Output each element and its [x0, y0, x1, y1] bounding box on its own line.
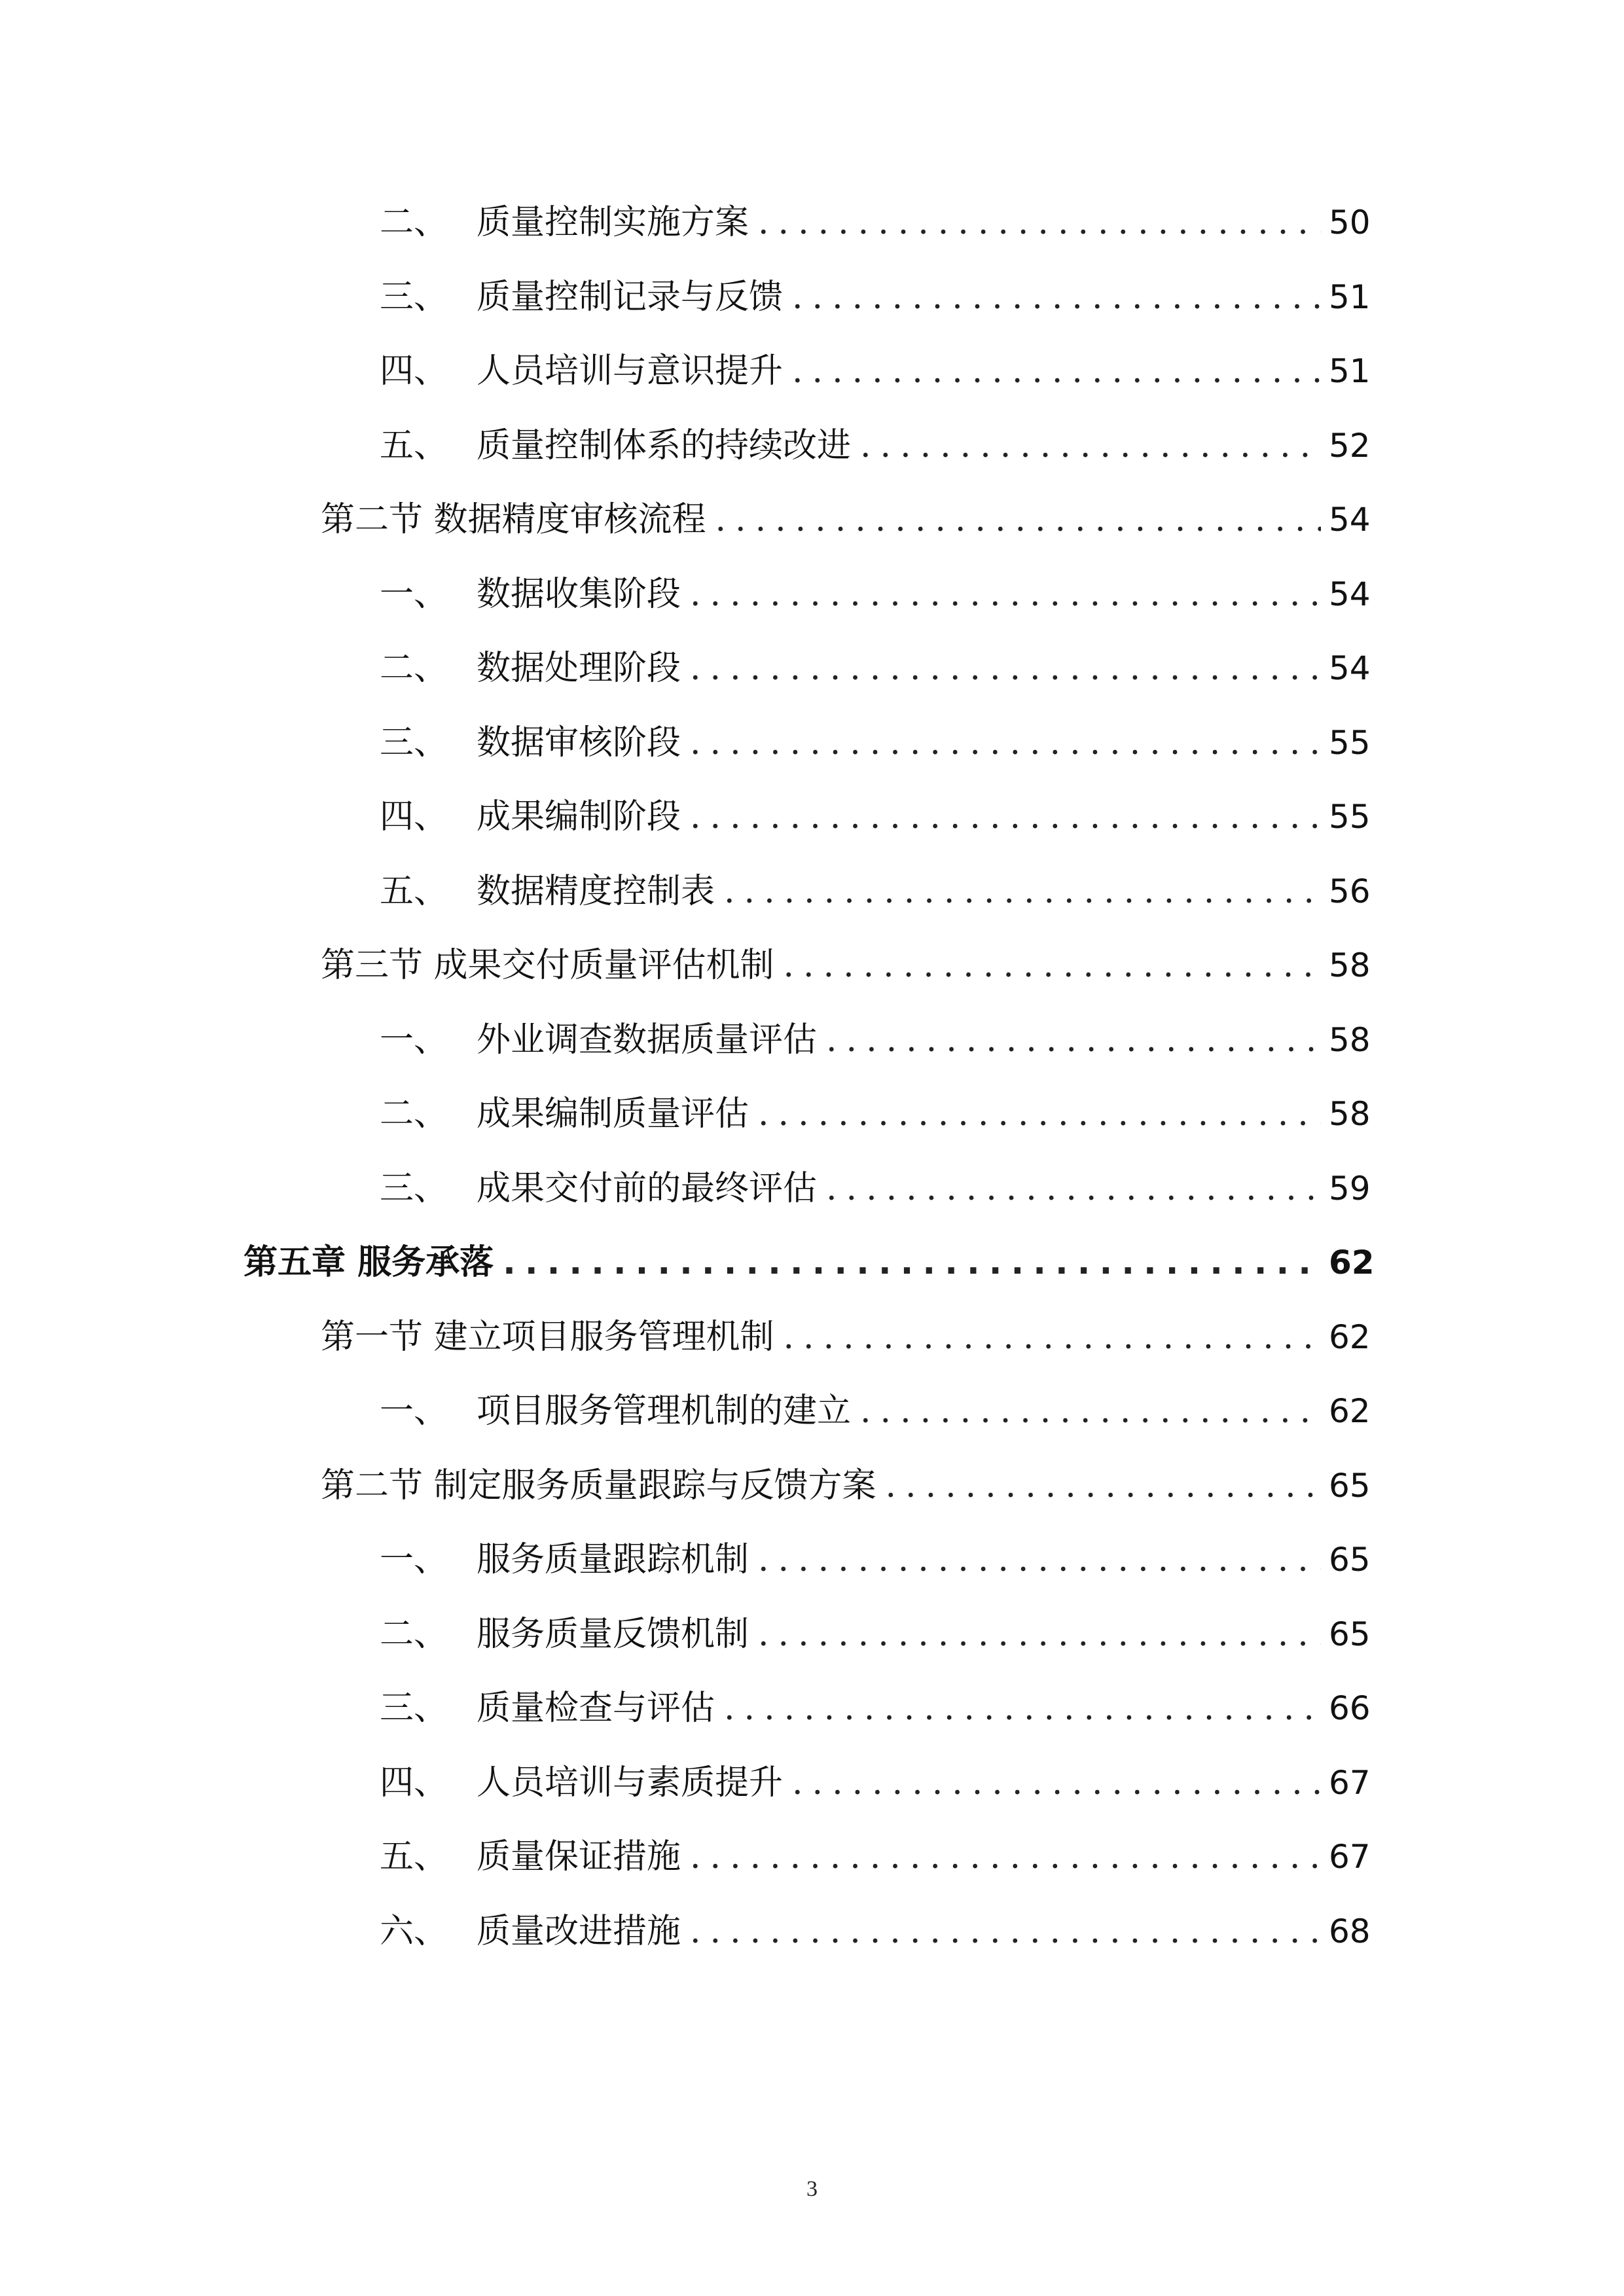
- toc-entry-page: 68: [1329, 1912, 1371, 1950]
- toc-entry[interactable]: [380, 1608, 1369, 1660]
- toc-entry[interactable]: [380, 1831, 1369, 1883]
- toc-entry-page: 62: [1329, 1244, 1375, 1282]
- toc-entry-page: 51: [1329, 278, 1371, 316]
- toc-entry-title: 质量控制记录与反馈: [477, 277, 784, 317]
- toc-entry-page: 54: [1329, 501, 1371, 539]
- toc-entry-title: 人员培训与素质提升: [477, 1763, 784, 1803]
- toc-entry-page: 55: [1329, 723, 1371, 762]
- toc-entry-page: 66: [1329, 1689, 1371, 1727]
- toc-entry[interactable]: [380, 271, 1369, 323]
- toc-entry[interactable]: [321, 939, 1369, 992]
- toc-leader-dots: [690, 791, 1321, 843]
- toc-entry-number: 五、: [380, 425, 448, 465]
- toc-entry-number: 一、: [380, 1391, 448, 1431]
- toc-entry-number: 一、: [380, 1020, 448, 1060]
- toc-entry-number: 四、: [380, 351, 448, 391]
- toc-leader-dots: [690, 1831, 1321, 1883]
- toc-entry[interactable]: [380, 1534, 1369, 1586]
- toc-entry-title: 第二节 数据精度审核流程: [321, 500, 706, 539]
- toc-leader-dots: [792, 345, 1321, 397]
- toc-entry-page: 67: [1329, 1763, 1371, 1802]
- toc-entry-title: 服务质量反馈机制: [477, 1614, 749, 1654]
- toc-entry[interactable]: [380, 1757, 1369, 1809]
- toc-entry-title: 数据收集阶段: [477, 574, 681, 614]
- toc-entry-page: 62: [1329, 1318, 1371, 1356]
- toc-entry-title: 第五章 服务承落: [244, 1243, 494, 1282]
- toc-entry-number: 一、: [380, 1540, 448, 1579]
- toc-entry-title: 成果编制质量评估: [477, 1094, 749, 1134]
- toc-entry-page: 51: [1329, 352, 1371, 390]
- toc-entry[interactable]: [380, 1385, 1369, 1437]
- toc-leader-dots: [826, 1014, 1321, 1066]
- toc-leader-dots: [690, 1905, 1321, 1958]
- toc-entry-page: 58: [1329, 1095, 1371, 1133]
- toc-leader-dots: [724, 865, 1321, 918]
- toc-entry[interactable]: [380, 865, 1369, 918]
- toc-entry-number: 二、: [380, 203, 448, 242]
- toc-leader-dots: [690, 642, 1321, 694]
- toc-entry-number: 三、: [380, 723, 448, 762]
- toc-entry[interactable]: [321, 1311, 1369, 1363]
- toc-entry[interactable]: [380, 642, 1369, 694]
- toc-entry-title: 成果交付前的最终评估: [477, 1168, 818, 1208]
- toc-leader-dots: [886, 1460, 1321, 1512]
- toc-entry-title: 质量控制实施方案: [477, 203, 749, 242]
- toc-entry-page: 56: [1329, 872, 1371, 910]
- toc-entry[interactable]: [380, 1088, 1369, 1140]
- toc-entry[interactable]: [380, 717, 1369, 769]
- toc-leader-dots: [860, 420, 1321, 472]
- toc-entry-number: 一、: [380, 574, 448, 614]
- toc-leader-dots: [792, 1757, 1321, 1809]
- toc-entry-title: 质量保证措施: [477, 1837, 681, 1876]
- toc-entry-number: 二、: [380, 1094, 448, 1134]
- toc-leader-dots: [758, 1608, 1321, 1660]
- toc-entry-number: 五、: [380, 1837, 448, 1876]
- toc-entry-title: 外业调查数据质量评估: [477, 1020, 818, 1060]
- toc-entry[interactable]: [321, 1460, 1369, 1512]
- toc-entry-page: 59: [1329, 1169, 1371, 1208]
- toc-entry-number: 四、: [380, 797, 448, 836]
- toc-entry-page: 67: [1329, 1838, 1371, 1876]
- toc-leader-dots: [784, 1311, 1321, 1363]
- toc-entry-title: 服务质量跟踪机制: [477, 1540, 749, 1579]
- toc-entry-title: 数据处理阶段: [477, 649, 681, 688]
- toc-entry-page: 54: [1329, 575, 1371, 613]
- toc-entry-number: 四、: [380, 1763, 448, 1803]
- toc-entry-page: 65: [1329, 1541, 1371, 1579]
- toc-entry-title: 质量控制体系的持续改进: [477, 425, 852, 465]
- toc-leader-dots: [860, 1385, 1321, 1437]
- toc-entry-title: 成果编制阶段: [477, 797, 681, 836]
- toc-leader-dots: [503, 1236, 1321, 1289]
- toc-entry[interactable]: [380, 420, 1369, 472]
- toc-entry-number: 二、: [380, 649, 448, 688]
- toc-leader-dots: [690, 717, 1321, 769]
- toc-entry-title: 质量改进措施: [477, 1911, 681, 1951]
- toc-entry-page: 58: [1329, 1020, 1371, 1059]
- toc-entry-page: 65: [1329, 1615, 1371, 1653]
- toc-entry-page: 58: [1329, 946, 1371, 984]
- toc-entry[interactable]: [380, 1682, 1369, 1734]
- toc-entry[interactable]: [380, 196, 1369, 249]
- toc-entry-page: 52: [1329, 426, 1371, 465]
- toc-entry-number: 三、: [380, 1689, 448, 1728]
- toc-entry-number: 二、: [380, 1614, 448, 1654]
- page-number: 3: [806, 2177, 818, 2201]
- toc-entry-title: 人员培训与意识提升: [477, 351, 784, 391]
- toc-leader-dots: [792, 271, 1321, 323]
- toc-leader-dots: [758, 1534, 1321, 1586]
- toc-leader-dots: [724, 1682, 1321, 1734]
- toc-entry-number: 五、: [380, 871, 448, 911]
- toc-entry-page: 50: [1329, 204, 1371, 242]
- toc-entry[interactable]: [380, 568, 1369, 620]
- toc-entry-title: 项目服务管理机制的建立: [477, 1391, 852, 1431]
- toc-entry-title: 数据审核阶段: [477, 723, 681, 762]
- toc-entry[interactable]: [244, 1236, 1375, 1289]
- toc-entry-page: 65: [1329, 1466, 1371, 1505]
- toc-entry-page: 55: [1329, 798, 1371, 836]
- toc-leader-dots: [826, 1162, 1321, 1215]
- toc-entry[interactable]: [380, 791, 1369, 843]
- toc-entry-title: 数据精度控制表: [477, 871, 715, 911]
- toc-entry-number: 三、: [380, 1168, 448, 1208]
- toc-entry[interactable]: [380, 1905, 1369, 1958]
- toc-leader-dots: [690, 568, 1321, 620]
- toc-leader-dots: [758, 1088, 1321, 1140]
- toc-entry[interactable]: [321, 493, 1369, 546]
- toc-entry[interactable]: [380, 345, 1369, 397]
- toc-entry-page: 62: [1329, 1392, 1371, 1430]
- toc-leader-dots: [758, 196, 1321, 249]
- toc-entry-title: 第三节 成果交付质量评估机制: [321, 946, 774, 985]
- toc-entry[interactable]: [380, 1162, 1369, 1215]
- toc-entry-number: 六、: [380, 1911, 448, 1951]
- toc-entry-title: 第二节 制定服务质量跟踪与反馈方案: [321, 1465, 876, 1505]
- toc-entry-title: 质量检查与评估: [477, 1689, 715, 1728]
- toc-entry-page: 54: [1329, 649, 1371, 687]
- toc-entry-title: 第一节 建立项目服务管理机制: [321, 1317, 774, 1357]
- toc-leader-dots: [715, 493, 1321, 546]
- toc-leader-dots: [784, 939, 1321, 992]
- toc-entry-number: 三、: [380, 277, 448, 317]
- toc-entry[interactable]: [380, 1014, 1369, 1066]
